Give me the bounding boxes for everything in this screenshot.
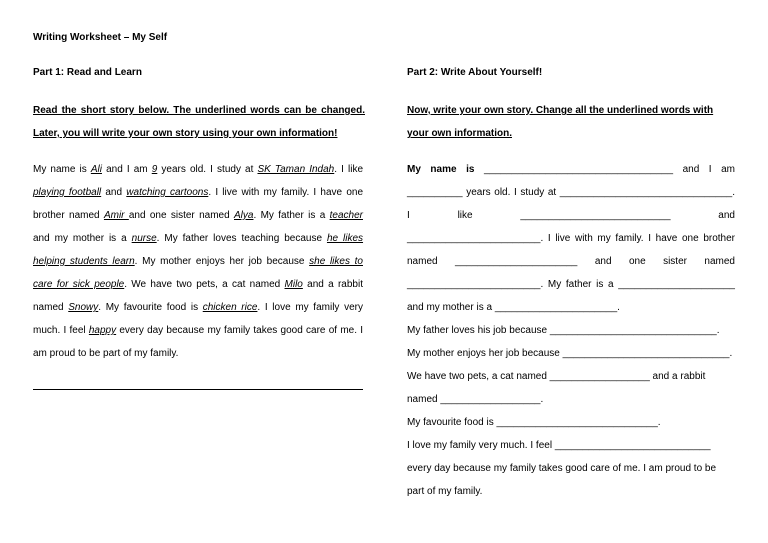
part2-heading: Part 2: Write About Yourself! <box>407 67 543 78</box>
fill-in-line: My favourite food is _____________________________. <box>407 417 661 428</box>
part1-instruction: Read the short story below. The underlined words can be changed. Later, you will write your own story using your own information! <box>33 105 365 139</box>
changeable-word: happy <box>88 325 117 336</box>
story-text: years old. I study at <box>157 164 258 175</box>
story-text: . My father is a <box>253 210 330 221</box>
writing-line <box>33 389 363 390</box>
story-text: . My mother enjoys her job because <box>134 256 310 267</box>
story-text: . We have two pets, a cat named <box>124 279 285 290</box>
changeable-word: she likes to care for sick people <box>33 256 363 290</box>
changeable-word: he likes helping students learn <box>33 233 364 267</box>
story-text: and one sister named <box>128 210 235 221</box>
changeable-word: Alya <box>234 210 254 221</box>
changeable-word: Amir <box>103 210 129 221</box>
changeable-word: SK Taman Indah <box>257 164 335 175</box>
story-text: . I love my family very much. I feel <box>33 302 363 336</box>
part2-instruction: Now, write your own story. Change all the underlined words with your own information. <box>407 105 714 139</box>
example-story <box>33 158 363 365</box>
fill-in-story <box>407 158 735 503</box>
story-text: . My favourite food is <box>98 302 203 313</box>
story-text: . My father loves teaching because <box>156 233 327 244</box>
changeable-word: Snowy <box>68 302 99 313</box>
fill-in-line: We have two pets, a cat named __________________ and a rabbit named __________________. <box>407 371 706 405</box>
changeable-word: chicken rice <box>202 302 258 313</box>
fill-in-label: My name is <box>407 164 475 175</box>
worksheet-title: Writing Worksheet – My Self <box>33 32 168 43</box>
changeable-word: watching cartoons <box>126 187 209 198</box>
story-text: and a rabbit named <box>33 279 363 313</box>
story-text: every day because my family takes good care of me. I am proud to be part of my family. <box>33 325 364 359</box>
changeable-word: 9 <box>151 164 158 175</box>
changeable-word: playing football <box>33 187 102 198</box>
fill-in-paragraph <box>407 158 735 319</box>
fill-in-line: I love my family very much. I feel ____________________________ every day because my family takes good care of me. I am proud to be part of my family. <box>407 440 717 497</box>
fill-in-line: My father loves his job because ______________________________. <box>407 325 720 336</box>
story-text: . I like <box>334 164 364 175</box>
changeable-word: Milo <box>284 279 303 290</box>
changeable-word: nurse <box>131 233 157 244</box>
fill-in-line: My mother enjoys her job because ______________________________. <box>407 348 733 359</box>
changeable-word: Ali <box>90 164 102 175</box>
story-text: . I live with my family. I have one brother named <box>33 187 364 221</box>
story-text: and <box>101 187 127 198</box>
changeable-word: teacher <box>329 210 363 221</box>
story-text: and I am <box>101 164 152 175</box>
story-text: and my mother is a <box>33 233 132 244</box>
story-text: My name is <box>33 164 91 175</box>
fill-in-text: __________________________________ and I am __________ years old. I study at _______________________________. I like ___________________________ and ________________________. I live with my family. I have one brother named ______________________ and one sister named ________________________. My father is a _____________________ and my mother is a ______________________. <box>407 164 735 313</box>
part1-heading: Part 1: Read and Learn <box>33 67 142 78</box>
